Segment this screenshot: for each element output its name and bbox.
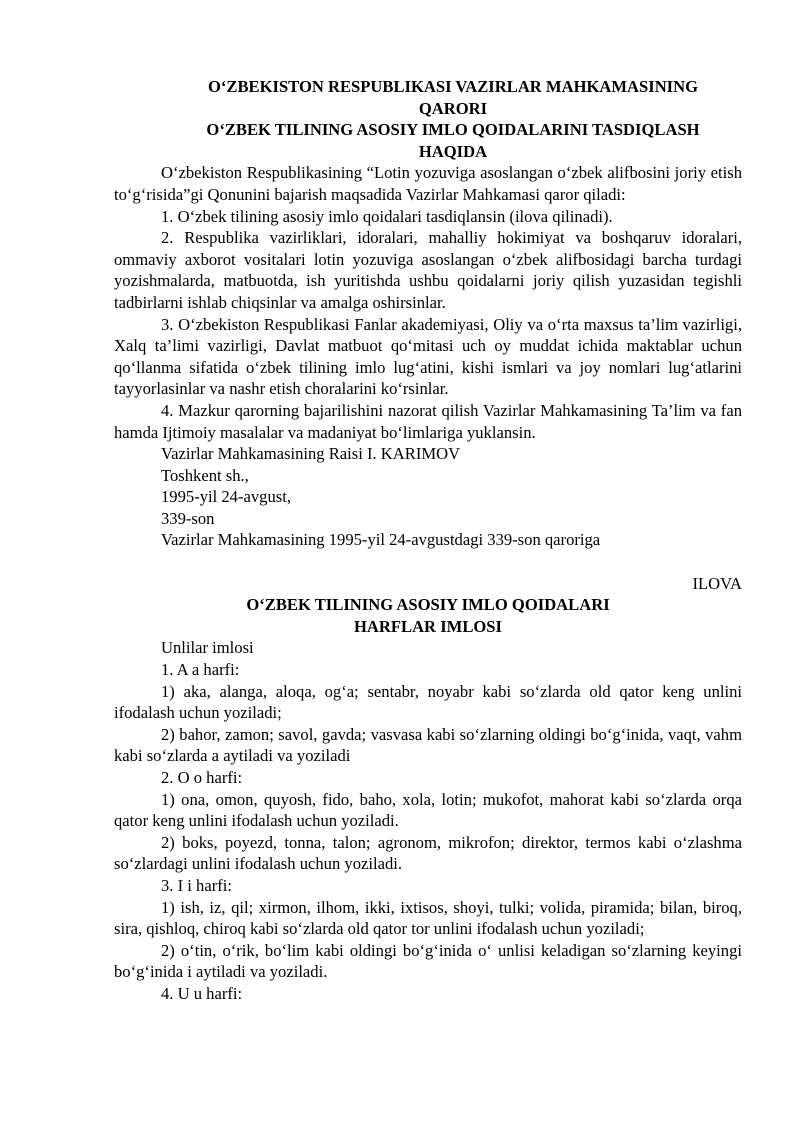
place-line: Toshkent sh., — [161, 465, 249, 485]
letter-i-rule-2: 2) o‘tin, o‘rik, bo‘lim kabi oldingi bo‘g‘inida o‘ unlisi keladigan so‘zlarning keyingi bo‘g‘inida i aytiladi va yoziladi. — [114, 940, 742, 982]
reference-line: Vazirlar Mahkamasining 1995-yil 24-avgustdagi 339-son qaroriga — [161, 530, 601, 550]
appendix-label: ILOVA — [692, 573, 742, 593]
letter-u-title: 4. U u harfi: — [161, 983, 243, 1003]
decree-title-line3: O‘ZBEK TILINING ASOSIY IMLO QOIDALARINI TASDIQLASH — [206, 120, 700, 140]
spacer — [114, 551, 742, 573]
signature-line: Vazirlar Mahkamasining Raisi I. KARIMOV — [161, 444, 461, 464]
appendix-heading: O‘ZBEK TILINING ASOSIY IMLO QOIDALARI — [246, 595, 610, 615]
decree-clause-3: 3. O‘zbekiston Respublikasi Fanlar akademiyasi, Oliy va o‘rta maxsus ta’lim vazirligi, Xalq ta’limi vazirligi, Davlat matbuot qo‘mitasi uch oy muddat ichida maktablar uchun qo‘llanma sifatida o‘zbek tilining imlo lug‘atini, kishi ismlari va joy nomlari lug‘atlarini tayyorlasinlar va nashr etish choralarini ko‘rsinlar. — [114, 314, 742, 399]
document-page — [114, 76, 742, 1005]
decree-title-line4: HAQIDA — [418, 141, 488, 161]
letter-o-rule-1: 1) ona, omon, quyosh, fido, baho, xola, lotin; mukofot, mahorat kabi so‘zlarda orqa qator keng unlini ifodalash uchun yoziladi. — [114, 789, 742, 831]
decree-title-line2: QARORI — [418, 98, 488, 118]
letter-o-rule-2: 2) boks, poyezd, tonna, talon; agronom, mikrofon; direktor, termos kabi o‘zlashma so‘zlardagi unlini ifodalash uchun yoziladi. — [114, 832, 742, 874]
letter-a-rule-2: 2) bahor, zamon; savol, gavda; vasvasa kabi so‘zlarning oldingi bo‘g‘inida, vaqt, vahm kabi so‘zlarda a aytiladi va yoziladi — [114, 724, 742, 766]
letter-a-rule-1: 1) aka, alanga, aloqa, og‘a; sentabr, noyabr kabi so‘zlarda old qator keng unlini ifodalash uchun yoziladi; — [114, 681, 742, 723]
decree-clause-2: 2. Respublika vazirliklari, idoralari, mahalliy hokimiyat va boshqaruv idoralari, ommaviy axborot vositalari lotin yozuviga asoslangan o‘zbek alifbosidagi barcha turdagi yozishmalarda, matbuotda, ish yuritishda ushbu qoidalarni joriy qilish yuzasidan tegishli tadbirlarni ishlab chiqsinlar va amalga oshirsinlar. — [114, 228, 742, 312]
number-line: 339-son — [161, 508, 215, 528]
letter-o-title: 2. O o harfi: — [161, 768, 243, 787]
decree-clause-1: 1. O‘zbek tilining asosiy imlo qoidalari tasdiqlansin (ilova qilinadi). — [161, 206, 613, 226]
appendix-subheading: HARFLAR IMLOSI — [354, 616, 502, 636]
section-title: Unlilar imlosi — [161, 638, 254, 658]
decree-title-line1: O‘ZBEKISTON RESPUBLIKASI VAZIRLAR MAHKAMASINING — [207, 77, 699, 96]
decree-clause-4: 4. Mazkur qarorning bajarilishini nazorat qilish Vazirlar Mahkamasining Ta’lim va fan hamda Ijtimoiy masalalar va madaniyat bo‘limlariga yuklansin. — [114, 400, 742, 442]
date-line: 1995-yil 24-avgust, — [161, 487, 291, 507]
letter-i-title: 3. I i harfi: — [161, 875, 232, 895]
letter-i-rule-1: 1) ish, iz, qil; xirmon, ilhom, ikki, ixtisos, shoyi, tulki; volida, piramida; bilan, biroq, sira, qishloq, chiroq kabi so‘zlarda old qator tor unlini ifodalash uchun yoziladi; — [114, 897, 742, 939]
letter-a-title: 1. A a harfi: — [161, 660, 240, 680]
decree-preamble: O‘zbekiston Respublikasining “Lotin yozuviga asoslangan o‘zbek alifbosini joriy etish to‘g‘risida”gi Qonunini bajarish maqsadida Vazirlar Mahkamasi qaror qiladi: — [114, 163, 742, 204]
